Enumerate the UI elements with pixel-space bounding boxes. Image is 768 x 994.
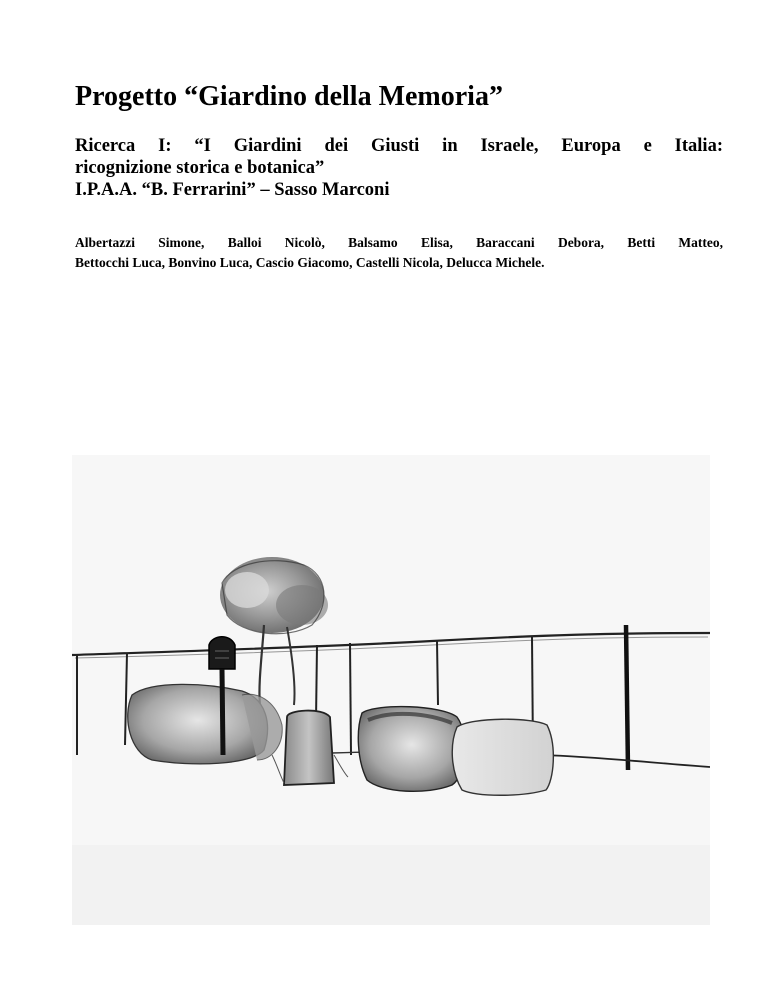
fence-post	[437, 641, 438, 705]
ground-area	[72, 845, 710, 925]
tree-highlight	[225, 572, 269, 608]
lamp-head	[209, 637, 235, 669]
fence-post	[316, 645, 317, 720]
subtitle-line-3: I.P.A.A. “B. Ferrarini” – Sasso Marconi	[75, 180, 390, 200]
subtitle-line-2: ricognizione storica e botanica”	[75, 158, 325, 178]
bush-right	[452, 719, 553, 795]
memorial-stone	[284, 711, 334, 785]
garden-sketch-illustration	[72, 455, 710, 925]
authors-line-1: Albertazzi Simone, Balloi Nicolò, Balsamo Elisa, Baraccani Debora, Betti Matteo,	[75, 235, 723, 250]
fence-post-dark	[626, 625, 628, 770]
page-title: Progetto “Giardino della Memoria”	[75, 81, 503, 112]
authors-line-2: Bettocchi Luca, Bonvino Luca, Cascio Giacomo, Castelli Nicola, Delucca Michele.	[75, 255, 545, 270]
authors-list	[75, 233, 723, 273]
tree-shadow	[276, 585, 328, 625]
subtitle-block	[75, 135, 723, 201]
subtitle-line-1: Ricerca I: “I Giardini dei Giusti in Israele, Europa e Italia:	[75, 136, 723, 156]
garden-sketch-svg	[72, 455, 710, 925]
fence-post	[350, 643, 351, 755]
lamp-pole	[222, 669, 223, 755]
